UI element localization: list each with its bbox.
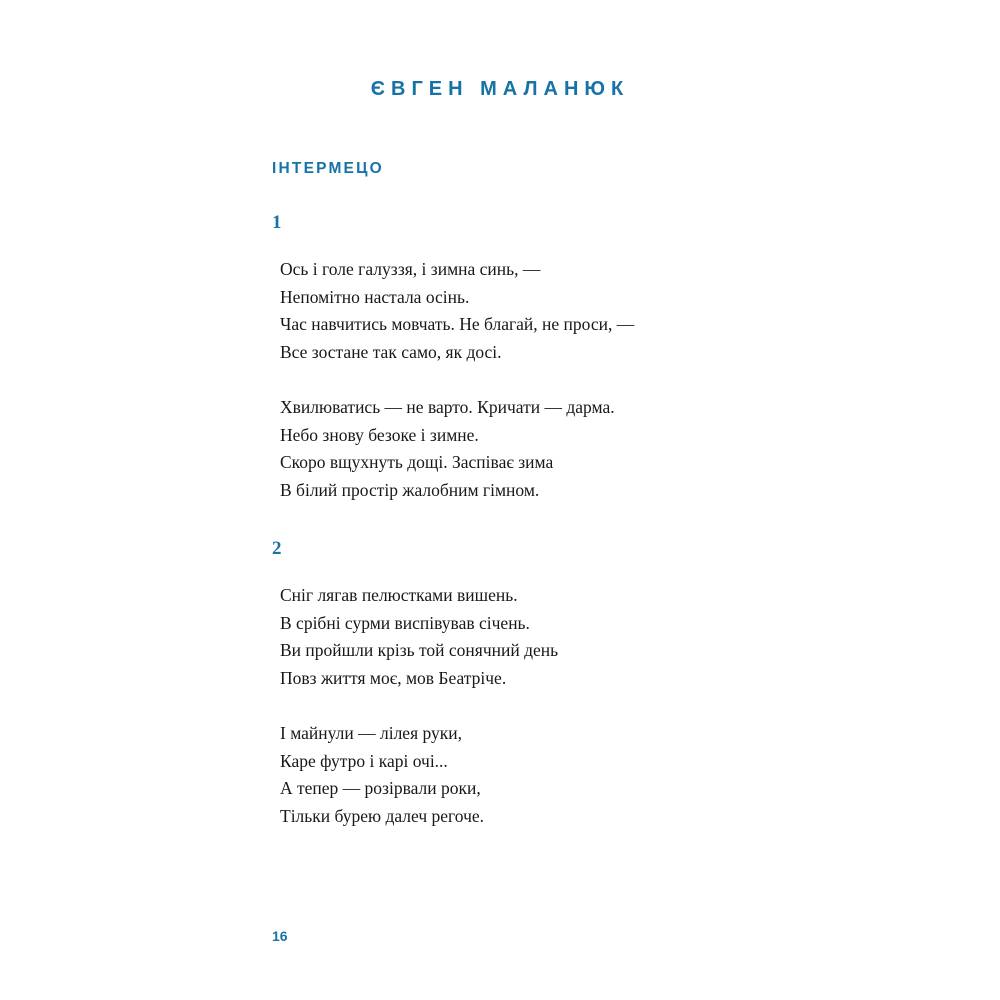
author-name: ЄВГЕН МАЛАНЮК: [370, 78, 630, 100]
poem-section-2: [272, 538, 912, 830]
stanza: [280, 394, 912, 504]
poem-line: Хвилюватись — не варто. Кричати — дарма.: [280, 397, 615, 417]
section-number: 1: [272, 212, 282, 233]
poem-line: Все зостане так само, як досі.: [280, 341, 502, 362]
stanza: [280, 256, 912, 366]
poem-line: І майнули — лілея руки,: [280, 723, 463, 743]
poem-line: Каре футро і карі очі...: [280, 750, 448, 771]
stanza: [280, 720, 912, 830]
poem-line: Повз життя моє, мов Беатріче.: [280, 667, 507, 688]
poem-line: А тепер — розірвали роки,: [280, 778, 481, 798]
poem-line: Час навчитись мовчать. Не благай, не проси, —: [280, 314, 635, 334]
poem-line: Ви пройшли крізь той сонячний день: [280, 640, 559, 660]
poem-line: Небо знову безоке і зимне.: [280, 424, 479, 445]
stanza: [280, 582, 912, 692]
poem-body: [272, 160, 912, 842]
poem-section-1: [272, 212, 912, 504]
poem-line: В білий простір жалобним гімном.: [280, 479, 540, 500]
poem-line: Тільки бурею далеч регоче.: [280, 805, 485, 826]
poem-line: Непомітно настала осінь.: [280, 286, 470, 307]
section-number: 2: [272, 538, 282, 559]
page-number: 16: [272, 928, 288, 944]
poem-line: Ось і голе галуззя, і зимна синь, —: [280, 259, 541, 279]
poem-title: ІНТЕРМЕЦО: [272, 160, 384, 177]
poem-line: Скоро вщухнуть дощі. Заспіває зима: [280, 452, 554, 472]
poem-line: В срібні сурми виспівував січень.: [280, 612, 530, 633]
poem-line: Сніг лягав пелюстками вишень.: [280, 585, 518, 605]
